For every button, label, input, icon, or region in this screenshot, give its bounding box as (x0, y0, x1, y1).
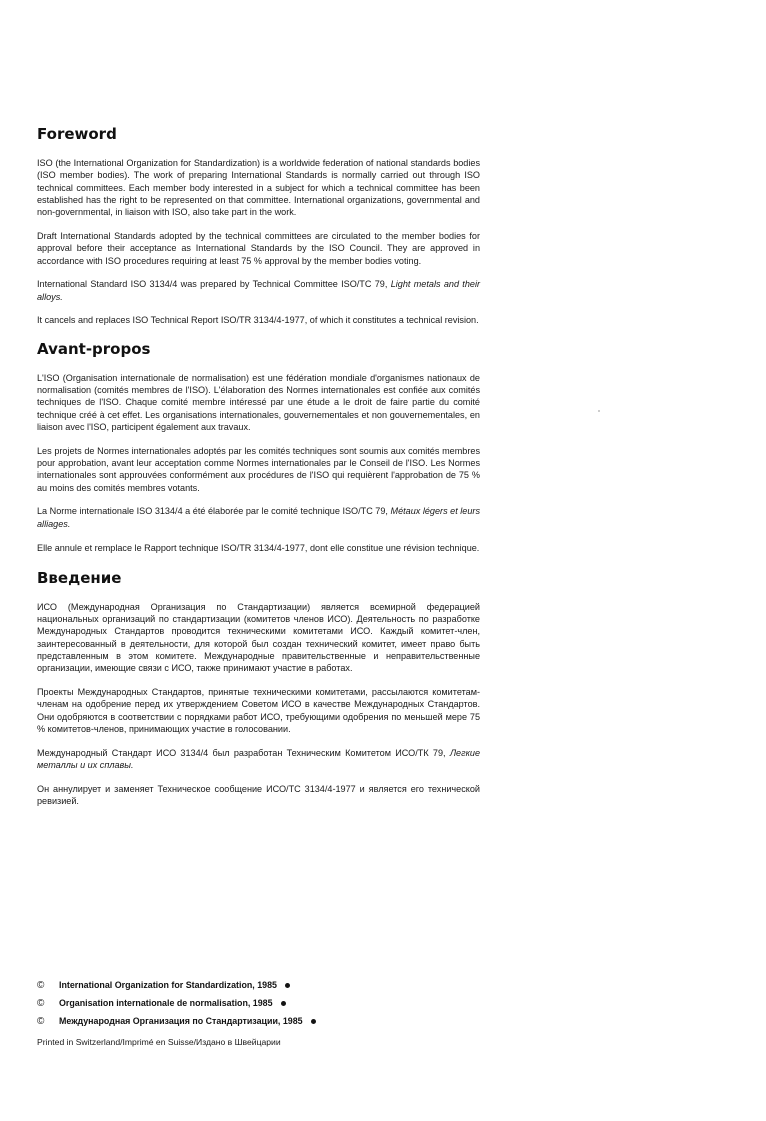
foreword-paragraph-4: It cancels and replaces ISO Technical Report ISO/TR 3134/4-1977, of which it constitutes a technical revision. (37, 315, 479, 326)
foreword-title: Foreword (37, 125, 117, 143)
vvedenie-title: Введение (37, 568, 122, 587)
printed-in-note: Printed in Switzerland/Imprimé en Suisse/Издано в Швейцарии (37, 1037, 281, 1047)
bullet-dot-icon (311, 1019, 316, 1024)
copyright-icon: © (37, 997, 45, 1009)
copyright-text-french: Organisation internationale de normalisation, 1985 (59, 998, 273, 1008)
vvedenie-section (37, 568, 480, 808)
vvedenie-paragraph-4: Он аннулирует и заменяет Техническое сообщение ИСО/ТС 3134/4-1977 и является его технической ревизией. (37, 783, 480, 807)
foreword-paragraph-3-text: International Standard ISO 3134/4 was prepared by Technical Committee ISO/TC 79, (37, 279, 391, 290)
foreword-section (37, 124, 480, 327)
scan-speck (598, 410, 600, 412)
copyright-line-french (37, 994, 437, 1012)
avant-propos-paragraph-4: Elle annule et remplace le Rapport technique ISO/TR 3134/4-1977, dont elle constitue une révision technique. (37, 542, 480, 553)
avant-propos-title: Avant-propos (37, 339, 151, 358)
foreword-paragraph-3 (37, 278, 480, 303)
avant-propos-paragraph-1: L'ISO (Organisation internationale de normalisation) est une fédération mondiale d'organismes nationaux de normalisation (comités membres de l'ISO). L'élaboration des Normes internationales est confiée aux comités techniques de l'ISO. Chaque comité membre intéressé par une étude a le droit de faire partie du comité technique créé à cet effet. Les organisations internationales, gouvernementales et non gouvernementales, en liaison avec l'ISO, participent également aux travaux. (37, 372, 480, 432)
vvedenie-paragraph-3-text: Международный Стандарт ИСО 3134/4 был разработан Техническим Комитетом ИСО/ТК 79, (37, 747, 450, 758)
foreword-paragraph-1: ISO (the International Organization for Standardization) is a worldwide federation of national standards bodies (ISO member bodies). The work of preparing International Standards is normally carried out through ISO technical committees. Each member body interested in a subject for which a technical committee has been established has the right to be represented on that committee. International organizations, governmental and non-governmental, in liaison with ISO, also take part in the work. (37, 158, 480, 218)
bullet-dot-icon (285, 983, 290, 988)
copyright-text-russian: Международная Организация по Стандартизации, 1985 (59, 1016, 303, 1026)
avant-propos-paragraph-3-text: La Norme internationale ISO 3134/4 a été élaborée par le comité technique ISO/TC 79, (37, 506, 391, 517)
vvedenie-paragraph-3 (37, 747, 480, 772)
avant-propos-paragraph-3 (37, 505, 480, 530)
document-page (37, 124, 480, 819)
copyright-icon: © (37, 979, 45, 991)
copyright-line-russian (37, 1012, 437, 1030)
avant-propos-paragraph-3-italic: Métaux légers et leurs alliages. (37, 506, 480, 529)
vvedenie-paragraph-2: Проекты Международных Стандартов, принятые техническими комитетами, рассылаются комитетам-членам на одобрение перед их утверждением Советом ИСО в качестве Международных Стандартов. Они одобряются в соответствии с порядками работ ИСО, требующими одобрения по меньшей мере 75 % комитетов-членов, принимающих участие в голосовании. (37, 687, 480, 734)
avant-propos-paragraph-2: Les projets de Normes internationales adoptés par les comités techniques sont soumis aux comités membres pour approbation, avant leur acceptation comme Normes internationales par le Conseil de l'ISO. Les Normes internationales sont approuvées conformément aux procédures de l'ISO qui requièrent l'approbation de 75 % au moins des comités membres votants. (37, 445, 480, 493)
bullet-dot-icon (281, 1001, 286, 1006)
copyright-footer (37, 976, 437, 1047)
copyright-text-english: International Organization for Standardization, 1985 (59, 980, 277, 990)
foreword-paragraph-2: Draft International Standards adopted by the technical committees are circulated to the member bodies for approval before their acceptance as International Standards by the ISO Council. They are approved in accordance with ISO procedures requiring at least 75 % approval by the member bodies voting. (37, 230, 480, 266)
copyright-line-english (37, 976, 437, 994)
foreword-paragraph-3-italic: Light metals and their alloys. (37, 279, 480, 302)
vvedenie-paragraph-3-italic: Легкие металлы и их сплавы. (37, 747, 480, 771)
vvedenie-paragraph-1: ИСО (Международная Организация по Стандартизации) является всемирной федерацией национальных организаций по стандартизации (комитетов членов ИСО). Деятельность по разработке Международных Стандартов проводится техническими комитетами ИСО. Каждый комитет-член, заинтересованный в деятельности, для которой был создан технический комитет, имеет право быть представленным в этом комитете. Международные правительственные и неправительственные организации, имеющие связи с ИСО, также принимают участие в работах. (37, 601, 480, 674)
copyright-icon: © (37, 1015, 45, 1027)
avant-propos-section (37, 339, 480, 554)
